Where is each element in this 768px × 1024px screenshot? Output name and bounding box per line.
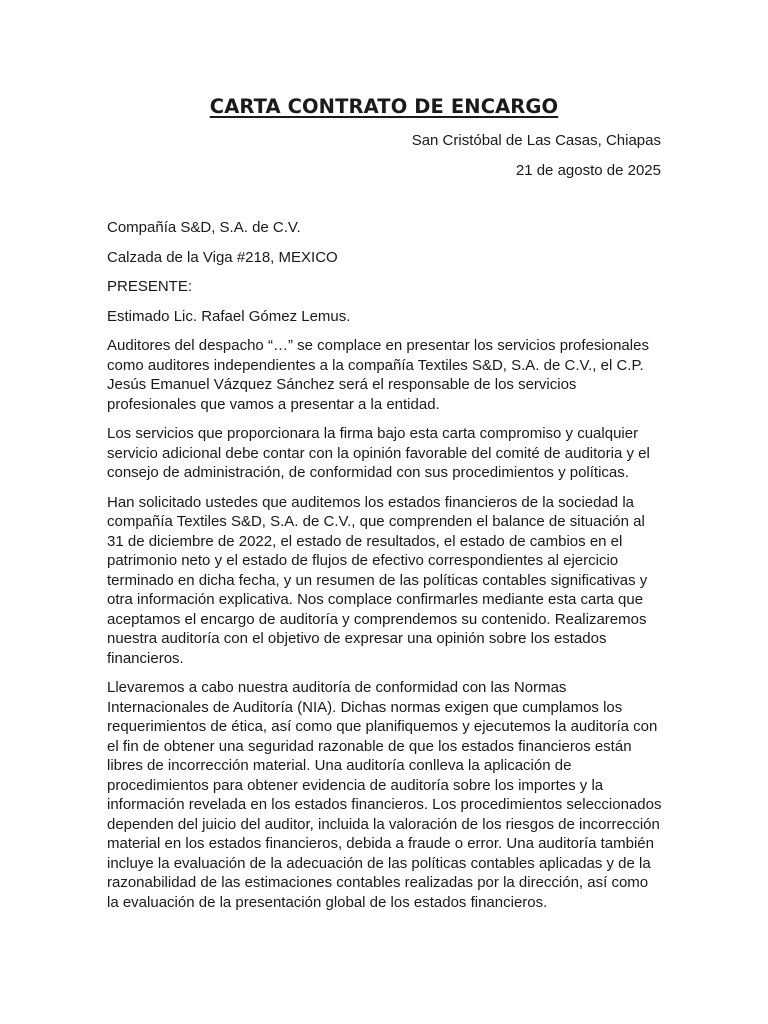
letter-body [107, 218, 663, 922]
recipient-address: Calzada de la Viga #218, MEXICO [107, 248, 338, 266]
paragraph-2: Los servicios que proporcionara la firma bajo esta carta compromiso y cualquier servicio adicional debe contar con la opinión favorable del comité de auditoria y el consejo de administración, de conformidad con sus procedimientos y políticas. [107, 425, 650, 481]
presente-line: PRESENTE: [107, 278, 193, 295]
recipient-company: Compañía S&D, S.A. de C.V. [107, 219, 301, 236]
paragraph-4: Llevaremos a cabo nuestra auditoría de conformidad con las Normas Internacionales de Auditoría (NIA). Dichas normas exigen que cumplamos los requerimientos de ética, así como que planifiquemos y ejecutemos la auditoría con el fin de obtener una seguridad razonable de que los estados financieros están libres de incorrección material. Una auditoría conlleva la aplicación de procedimientos para obtener evidencia de auditoría sobre los importes y la información revelada en los estados financieros. Los procedimientos seleccionados dependen del juicio del auditor, incluida la valoración de los riesgos de incorrección material en los estados financieros, debida a fraude o error. Una auditoría también incluye la evaluación de la adecuación de las políticas contables aplicadas y de la razonabilidad de las estimaciones contables realizadas por la dirección, así como la evaluación de la presentación global de los estados financieros. [107, 679, 662, 911]
document-title [0, 94, 768, 120]
letter-date: 21 de agosto de 2025 [515, 162, 661, 179]
document-title-text: CARTA CONTRATO DE ENCARGO [209, 95, 559, 118]
paragraph-3: Han solicitado ustedes que auditemos los estados financieros de la sociedad la compañía Textiles S&D, S.A. de C.V., que comprenden el balance de situación al 31 de diciembre de 2022, el estado de resultados, el estado de cambios en el patrimonio neto y el estado de flujos de efectivo correspondientes al ejercicio terminado en dicha fecha, y un resumen de las políticas contables significativas y otra información explicativa. Nos complace confirmarles mediante esta carta que aceptamos el encargo de auditoría y comprendemos su contenido. Realizaremos nuestra auditoría con el objetivo de expresar una opinión sobre los estados financieros. [107, 493, 648, 667]
salutation: Estimado Lic. Rafael Gómez Lemus. [107, 307, 351, 325]
paragraph-1: Auditores del despacho “…” se complace en presentar los servicios profesionales como auditores independientes a la compañía Textiles S&D, S.A. de C.V., el C.P. Jesús Emanuel Vázquez Sánchez será el responsable de los servicios profesionales que vamos a presentar a la entidad. [107, 337, 649, 413]
letter-place: San Cristóbal de Las Casas, Chiapas [411, 132, 661, 149]
